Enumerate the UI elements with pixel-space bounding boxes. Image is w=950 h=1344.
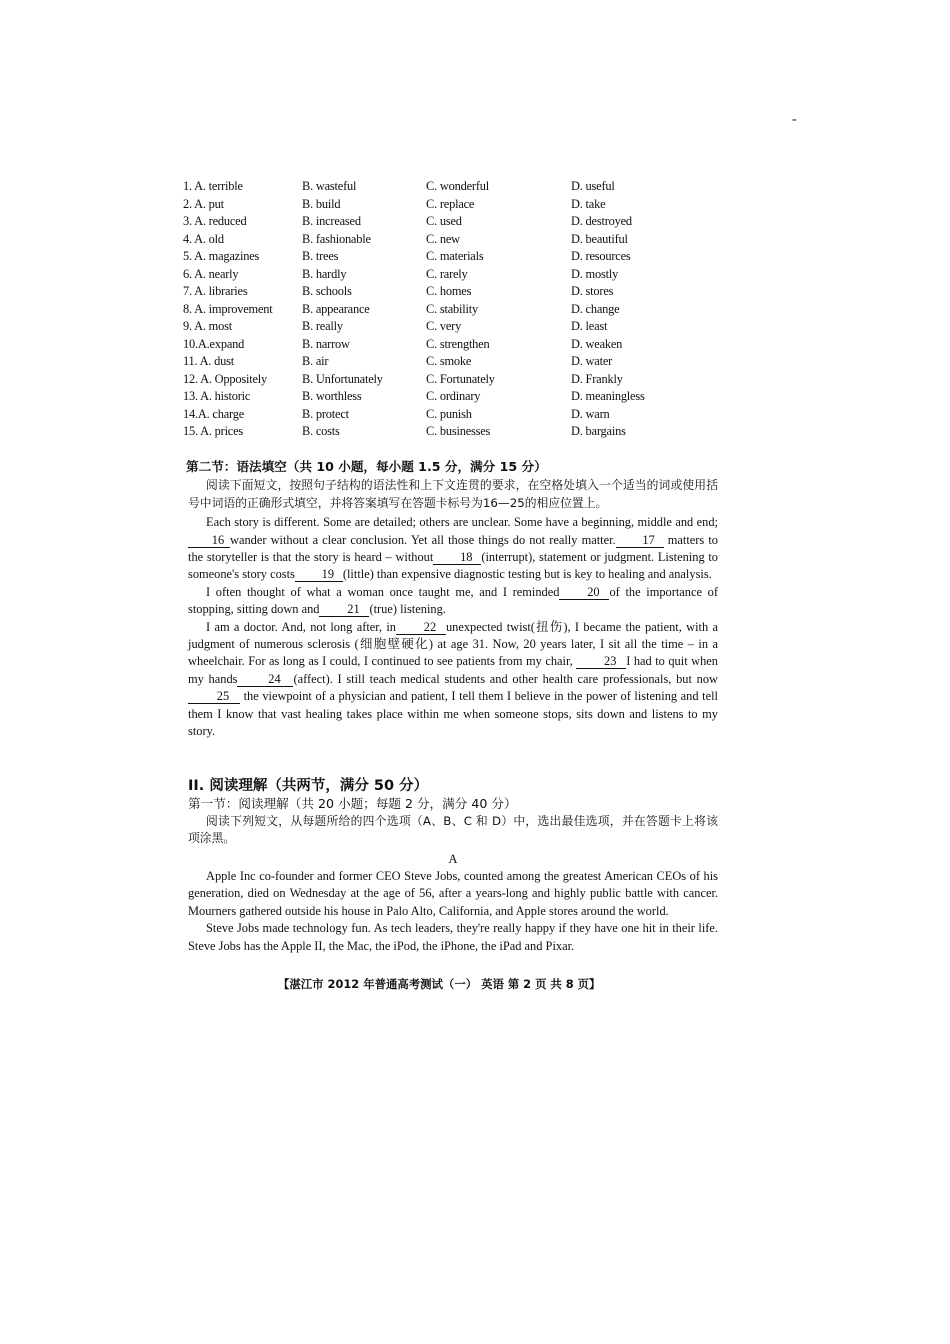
text: Each story is different. Some are detailed; others are unclear. Some have a beginning, middle and end;	[206, 515, 718, 530]
option-row	[183, 336, 743, 354]
paragraph-1	[188, 514, 718, 584]
option-row	[183, 196, 743, 214]
option-b: B. narrow	[302, 336, 350, 351]
blank-22: 22	[396, 621, 446, 635]
option-d: D. beautiful	[571, 231, 628, 246]
option-c: C. ordinary	[426, 389, 481, 403]
option-c: C. very	[426, 319, 462, 333]
option-row	[183, 318, 743, 336]
option-a: 15. A. prices	[183, 424, 244, 438]
option-c: C. businesses	[426, 424, 491, 438]
option-a: 10.A.expand	[183, 336, 245, 351]
section2-instruction: 阅读下面短文，按照句子结构的语法性和上下文连贯的要求，在空格处填入一个适当的词或使用括号中词语的正确形式填空，并将答案填写在答题卡标号为16—25的相应位置上。	[188, 478, 718, 510]
option-d: D. warn	[571, 406, 610, 421]
option-d: D. weaken	[571, 336, 623, 351]
text: the viewpoint of a physician and patient, I tell them I believe in the power of listening and tell them I know that vast healing takes place within me when someone stops, sits down and listens to my story.	[188, 689, 718, 739]
part2	[188, 778, 718, 955]
option-d: D. meaningless	[571, 389, 645, 403]
option-row	[183, 406, 743, 424]
part2-instruction: 阅读下列短文，从每题所给的四个选项（A、B、C 和 D）中，选出最佳选项，并在答题卡上将该项涂黑。	[188, 813, 718, 846]
option-row	[183, 248, 743, 266]
option-d: D. Frankly	[571, 371, 623, 386]
option-d: D. stores	[571, 284, 614, 298]
option-b: B. wasteful	[302, 179, 357, 193]
cloze-options	[183, 178, 743, 441]
text: wander without a clear conclusion. Yet all those things do not really matter.	[230, 532, 616, 547]
blank-21: 21	[319, 603, 369, 617]
option-b: B. appearance	[302, 301, 370, 316]
text: I am a doctor. And, not long after, in	[206, 619, 396, 634]
text: (interrupt), statement or judgment. Listening to someone's story costs	[188, 550, 718, 582]
option-b: B. Unfortunately	[302, 371, 383, 386]
section2-heading: 第二节：语法填空（共 10 小题，每小题 1.5 分，满分 15 分）	[186, 459, 547, 474]
option-c: C. Fortunately	[426, 371, 495, 386]
option-d: D. useful	[571, 179, 615, 193]
option-a: 4. A. old	[183, 231, 224, 246]
option-row	[183, 371, 743, 389]
option-a: 6. A. nearly	[183, 266, 239, 281]
part2-subheading: 第一节：阅读理解（共 20 小题；每题 2 分，满分 40 分）	[188, 796, 517, 812]
option-a: 1. A. terrible	[183, 179, 243, 193]
option-c: C. rarely	[426, 266, 468, 281]
option-b: B. fashionable	[302, 231, 371, 246]
option-a: 3. A. reduced	[183, 214, 247, 228]
option-d: D. water	[571, 354, 613, 368]
blank-20: 20	[559, 586, 609, 600]
option-a: 8. A. improvement	[183, 301, 273, 316]
option-row	[183, 266, 743, 284]
option-c: C. wonderful	[426, 179, 489, 193]
option-a: 5. A. magazines	[183, 249, 260, 263]
blank-16: 16	[188, 534, 230, 548]
option-a: 12. A. Oppositely	[183, 371, 268, 386]
passage-a-paragraph-2: Steve Jobs made technology fun. As tech leaders, they're really happy if they have one hit in their life. Steve Jobs has the Apple II, the Mac, the iPod, the iPhone, the iPad and Pixar.	[188, 921, 718, 953]
option-c: C. stability	[426, 301, 478, 316]
option-row	[183, 301, 743, 319]
text: I had to quit when my hands	[188, 654, 718, 686]
option-d: D. bargains	[571, 424, 626, 438]
option-b: B. really	[302, 319, 343, 333]
blank-23: 23	[576, 655, 626, 669]
option-d: D. mostly	[571, 266, 619, 281]
option-b: B. costs	[302, 424, 340, 438]
option-row	[183, 231, 743, 249]
paragraph-2	[188, 584, 718, 619]
blank-17: 17	[616, 534, 664, 548]
option-row	[183, 178, 743, 196]
text: (little) than expensive diagnostic testing but is key to healing and analysis.	[342, 567, 712, 582]
paragraph-3	[188, 619, 718, 741]
option-c: C. strengthen	[426, 336, 490, 351]
blank-24: 24	[237, 673, 293, 687]
part2-heading: II. 阅读理解（共两节，满分 50 分）	[188, 778, 429, 794]
option-c: C. replace	[426, 196, 475, 211]
option-a: 9. A. most	[183, 319, 232, 333]
passage-a-paragraph-1: Apple Inc co-founder and former CEO Steve Jobs, counted among the greatest American CEOs of his generation, died on Wednesday at the age of 56, after a years-long and highly public battle with cancer. Mourners gathered outside his house in Palo Alto, California, and Apple stores around the world.	[188, 869, 718, 918]
blank-25: 25	[188, 690, 240, 704]
option-c: C. smoke	[426, 354, 472, 368]
blank-19: 19	[295, 568, 343, 582]
option-b: B. increased	[302, 214, 361, 228]
option-d: D. destroyed	[571, 214, 632, 228]
option-row	[183, 353, 743, 371]
text: matters to the storyteller is that the story is heard – without	[188, 532, 718, 565]
option-b: B. air	[302, 354, 329, 368]
option-a: 7. A. libraries	[183, 284, 248, 298]
option-b: B. protect	[302, 406, 349, 421]
option-c: C. punish	[426, 406, 472, 421]
section2	[188, 458, 718, 741]
option-c: C. homes	[426, 284, 472, 298]
option-c: C. materials	[426, 249, 484, 263]
page-mark: -	[792, 112, 797, 127]
option-b: B. build	[302, 196, 341, 211]
text: (affect). I still teach medical students and other health care professionals, but now	[293, 671, 718, 686]
option-a: 11. A. dust	[183, 354, 235, 368]
blank-18: 18	[433, 551, 481, 565]
option-row	[183, 423, 743, 441]
option-d: D. change	[571, 301, 620, 316]
option-row	[183, 283, 743, 301]
option-b: B. schools	[302, 284, 352, 298]
option-a: 2. A. put	[183, 196, 224, 211]
option-b: B. trees	[302, 249, 339, 263]
text: of the importance of stopping, sitting down and	[188, 584, 719, 617]
option-b: B. hardly	[302, 266, 347, 281]
text: I often thought of what a woman once taught me, and I reminded	[206, 584, 560, 599]
option-row	[183, 213, 743, 231]
option-a: 14.A. charge	[183, 406, 245, 421]
option-b: B. worthless	[302, 389, 362, 403]
option-d: D. least	[571, 319, 608, 333]
option-a: 13. A. historic	[183, 389, 251, 403]
text: unexpected twist(扭伤), I became the patient, with a judgment of numerous sclerosis (细胞壁硬化) at age 31. Now, 20 years later, I sit all the time – in a wheelchair. For as long as I could, I continued to see patients from my chair,	[188, 619, 718, 669]
option-d: D. resources	[571, 249, 631, 263]
option-d: D. take	[571, 196, 606, 211]
option-c: C. new	[426, 231, 460, 246]
option-row	[183, 388, 743, 406]
option-c: C. used	[426, 214, 462, 228]
passage-label: A	[448, 851, 458, 866]
text: (true) listening.	[369, 602, 446, 617]
page-footer: 【湛江市 2012 年普通高考测试（一） 英语 第 2 页 共 8 页】	[278, 977, 601, 991]
